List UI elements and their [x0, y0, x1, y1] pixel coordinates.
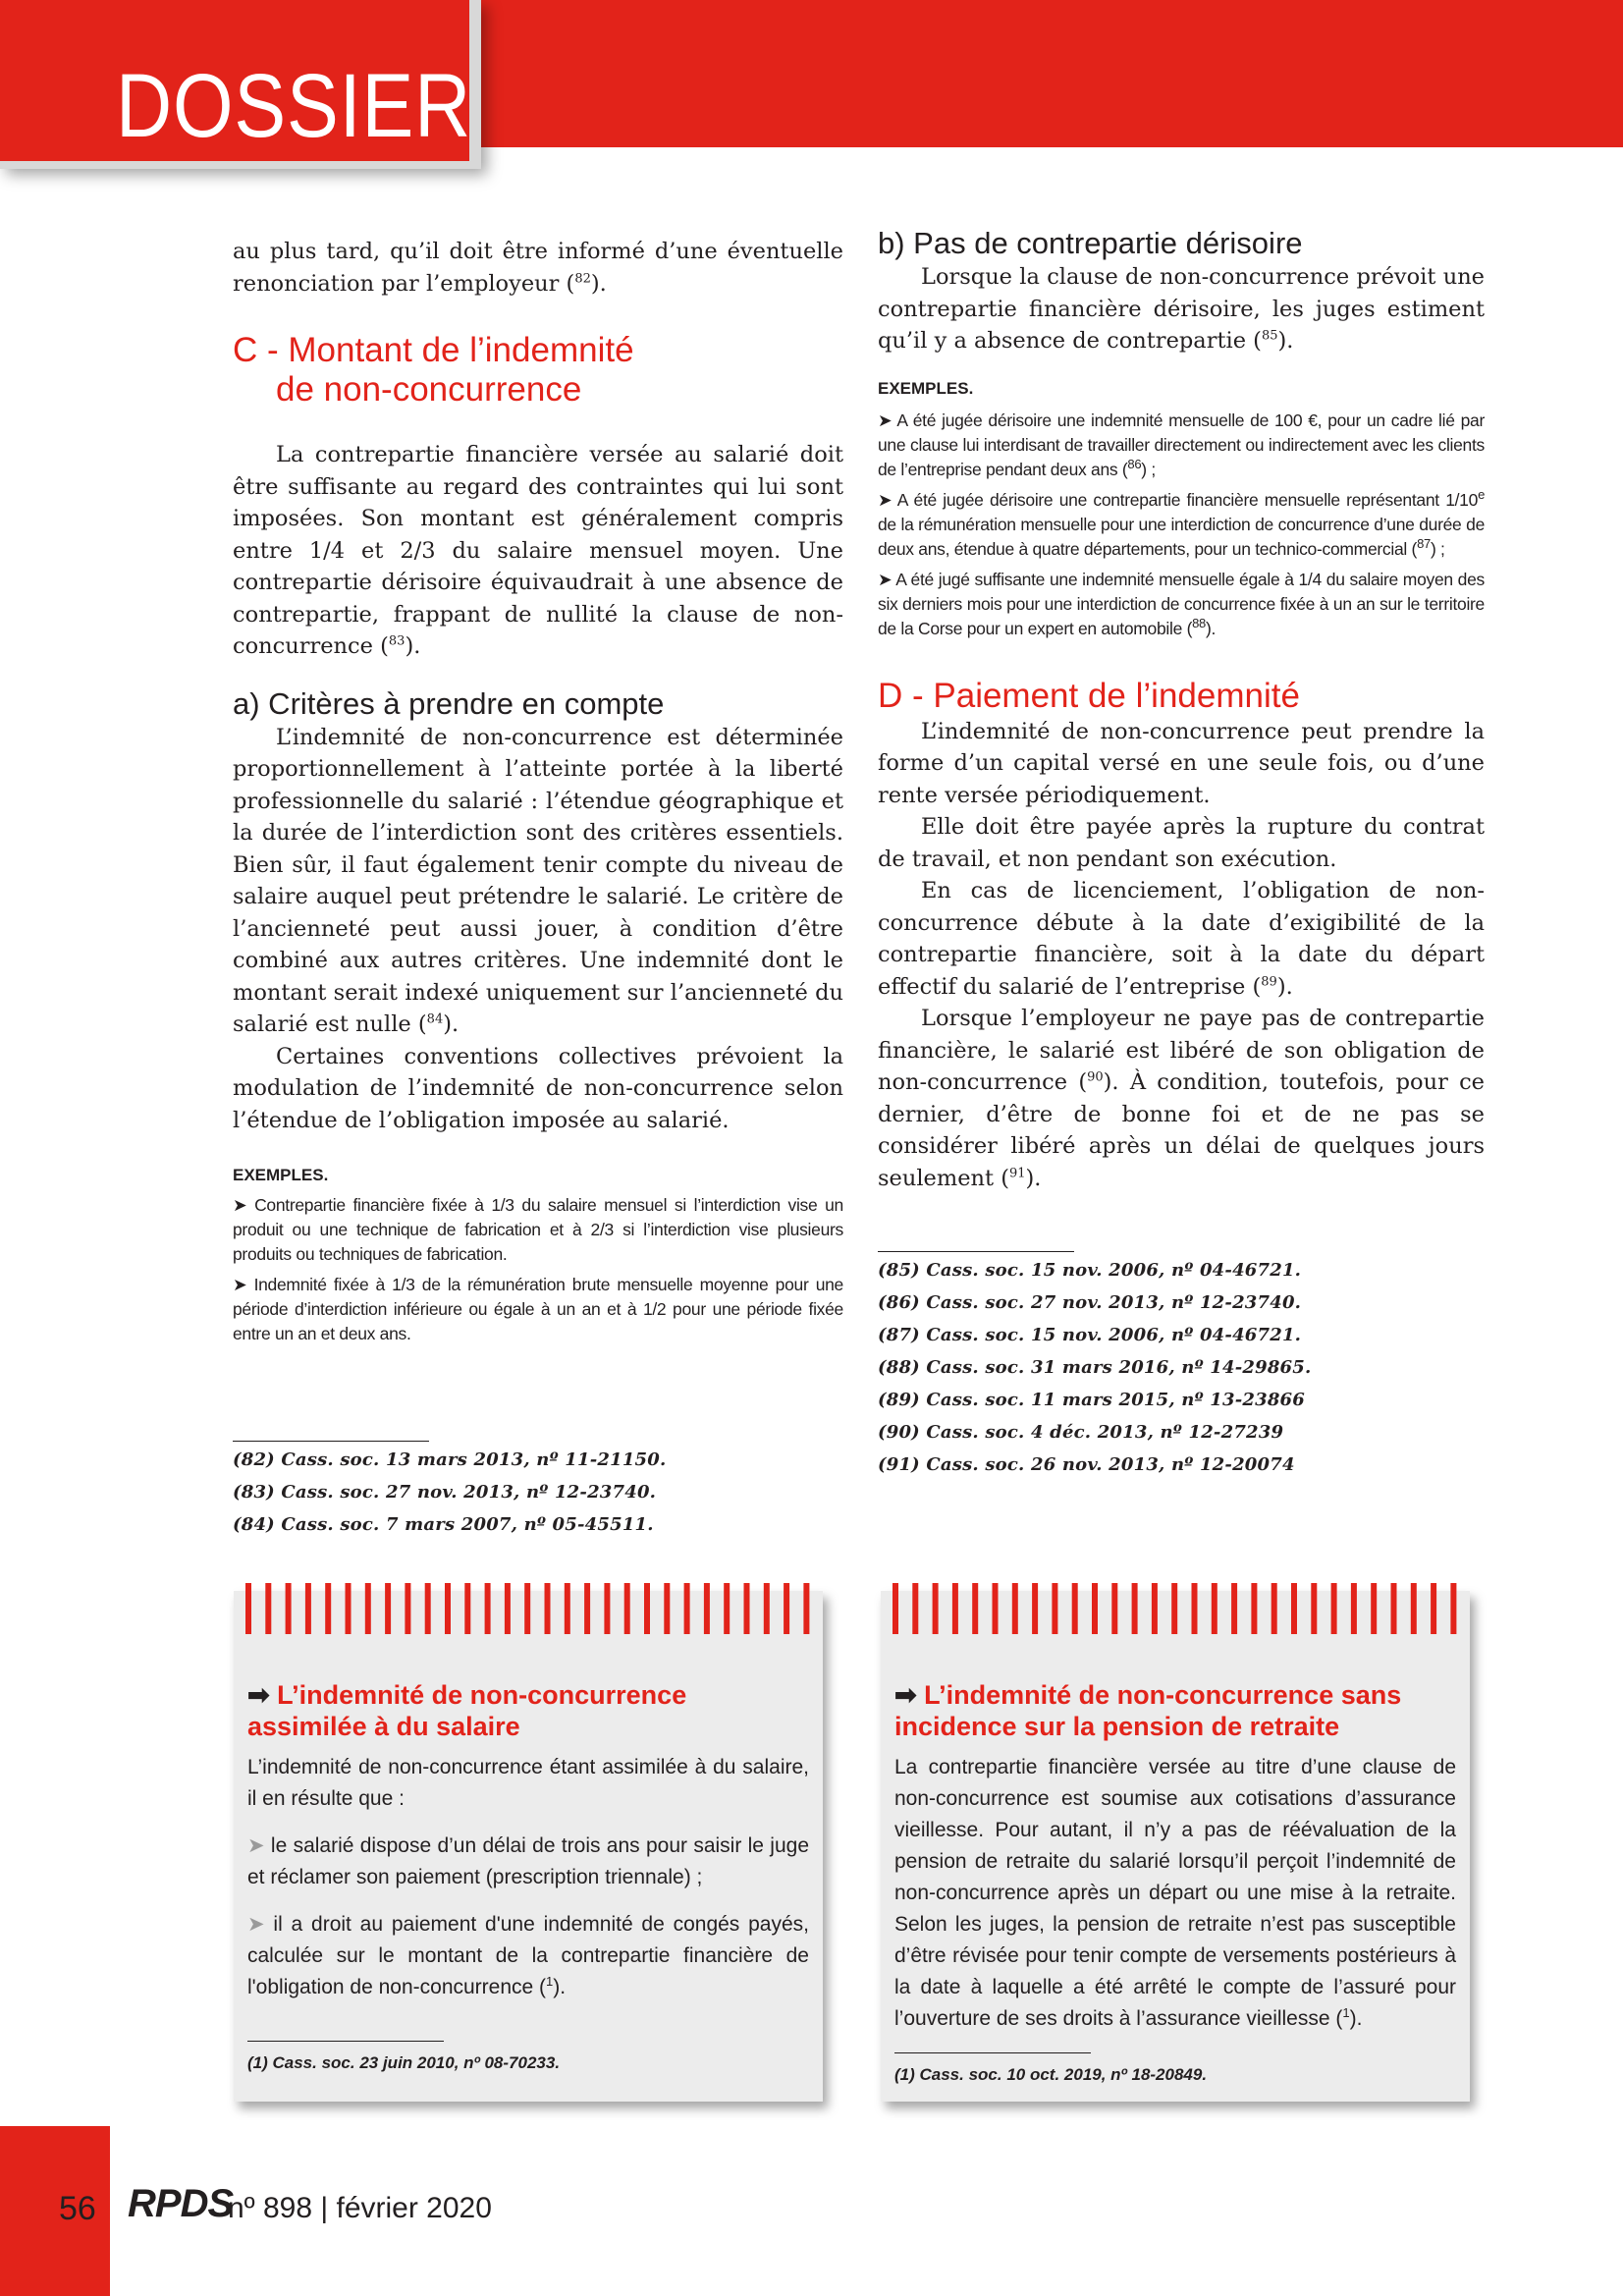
tick-mark: [565, 1583, 570, 1634]
tick-mark: [893, 1583, 898, 1634]
example-item: ➤ Indemnité fixée à 1/3 de la rémunération brute mensuelle moyenne pour une période d’interdiction inférieure ou égale à un an et à 1/2 pour une période fixée entre un an et deux ans.: [233, 1275, 843, 1343]
tick-mark: [684, 1583, 690, 1634]
example-item: ➤ A été jugée dérisoire une contrepartie financière mensuelle représentant 1/10e de la rémunération mensuelle pour une interdiction de concurrence d’une durée de deux ans, étendue à quatre départements, pour un technico-commercial ($^{87}$) ;: [878, 486, 1485, 559]
footnote: (84) Cass. soc. 7 mars 2007, nº 05-45511.: [233, 1514, 654, 1535]
tick-mark: [325, 1583, 331, 1634]
tick-mark: [1251, 1583, 1257, 1634]
tick-mark: [604, 1583, 610, 1634]
example-item: ➤ A été jugée dérisoire une indemnité mensuelle de 100 €, pour un cadre lié par une clause lui interdisant de travailler directement ou indirectement avec les clients de l’entreprise pendant deux ans ($^{86}$) ;: [878, 410, 1485, 479]
footnote: (85) Cass. soc. 15 nov. 2006, nº 04-46721.: [878, 1260, 1302, 1281]
tick-mark: [933, 1583, 939, 1634]
tick-mark: [545, 1583, 551, 1634]
footnote-rule: [894, 2052, 1091, 2053]
decorative-ticks: [242, 1583, 831, 1634]
tick-mark: [784, 1583, 789, 1634]
examples-heading: EXEMPLES.: [233, 1166, 329, 1184]
subsection-a-paragraph: L’indemnité de non-concurrence est déterminée proportionnellement à l’atteinte portée à la liberté professionnelle du salarié : l’étendue géographique et la durée de l’interdiction sont des critères essentiels. Bien sûr, il faut également tenir compte du niveau de salaire auquel peut prétendre le salarié. Le critère de l’ancienneté peut aussi jouer, à condition d’être combiné aux autres critères. Une indemnité dont le montant serait indexé uniquement sur l’ancienneté du salarié est nulle ($^{84}$).: [233, 724, 843, 1037]
tick-mark: [1212, 1583, 1217, 1634]
intro-paragraph: au plus tard, qu’il doit être informé d’une éventuelle renonciation par l’employeur ($^{82}$).: [233, 239, 843, 297]
box-list-item: ➤ il a droit au paiement d'une indemnité de congés payés, calculée sur le montant de la contrepartie financière de l'obligation de non-concurrence ($^1$).: [247, 1913, 809, 1998]
box-content: [894, 1656, 1456, 2085]
chevron-right-icon: ➤: [247, 1834, 271, 1857]
tick-mark: [1111, 1583, 1117, 1634]
tick-mark: [912, 1583, 918, 1634]
footnote: (89) Cass. soc. 11 mars 2015, nº 13-23866: [878, 1390, 1306, 1410]
footnote-rule: [878, 1251, 1074, 1252]
tick-mark: [1291, 1583, 1297, 1634]
subsection-a-paragraph-2: Certaines conventions collectives prévoient la modulation de l’indemnité de non-concurrence selon l’étendue de l’obligation imposée au salarié.: [233, 1043, 843, 1133]
tick-mark: [245, 1583, 251, 1634]
section-c-paragraph: La contrepartie financière versée au salarié doit être suffisante au regard des contraintes qui lui sont imposées. Son montant est généralement compris entre 1/4 et 2/3 du salaire mensuel moyen. Une contrepartie dérisoire équivaudrait à une absence de contrepartie, frappant de nullité la clause de non-concurrence ($^{83}$).: [233, 442, 843, 659]
tick-mark: [644, 1583, 650, 1634]
tick-mark: [744, 1583, 750, 1634]
footnote: (91) Cass. soc. 26 nov. 2013, nº 12-20074: [878, 1454, 1295, 1475]
subsection-b-title: b) Pas de contrepartie dérisoire: [878, 226, 1303, 260]
tick-mark: [524, 1583, 530, 1634]
tick-mark: [1171, 1583, 1177, 1634]
example-item: ➤ A été jugé suffisante une indemnité mensuelle égale à 1/4 du salaire moyen des six derniers mois pour une interdiction de concurrence fixée à un an sur le territoire de la Corse pour un expert en automobile ($^{88}$).: [878, 569, 1485, 638]
tick-mark: [1331, 1583, 1337, 1634]
tick-mark: [365, 1583, 371, 1634]
tick-mark: [1351, 1583, 1357, 1634]
tick-mark: [1371, 1583, 1377, 1634]
tick-mark: [1411, 1583, 1417, 1634]
section-c-title: C - Montant de l’indemnité de non-concurrence: [233, 331, 634, 409]
examples-heading: EXEMPLES.: [878, 378, 974, 398]
box-intro: L’indemnité de non-concurrence étant assimilée à du salaire, il en résulte que :: [247, 1756, 809, 1810]
section-d-paragraph: Lorsque l’employeur ne paye pas de contrepartie financière, le salarié est libéré de son obligation de non-concurrence ($^{90}$). À condition, toutefois, pour ce dernier, d’être de bonne foi et de ne pas se considérer libéré après un délai de quelques jours seulement ($^{91}$).: [878, 1006, 1485, 1191]
tick-mark: [724, 1583, 730, 1634]
tick-mark: [1092, 1583, 1098, 1634]
footnote-rule: [233, 1441, 429, 1442]
tick-mark: [1132, 1583, 1138, 1634]
footnote: (90) Cass. soc. 4 déc. 2013, nº 12-27239: [878, 1422, 1284, 1443]
tick-mark: [624, 1583, 630, 1634]
tick-mark: [405, 1583, 410, 1634]
tick-mark: [485, 1583, 491, 1634]
decorative-ticks: [889, 1583, 1478, 1634]
tick-mark: [1192, 1583, 1198, 1634]
arrow-right-icon: ➡: [894, 1680, 917, 1710]
box-footnote: (1) Cass. soc. 10 oct. 2019, nº 18-20849.: [894, 2065, 1208, 2084]
sidebar-box-pension: [881, 1591, 1470, 2102]
tick-mark: [265, 1583, 271, 1634]
tick-mark: [385, 1583, 391, 1634]
tick-mark: [1152, 1583, 1158, 1634]
box-footnote: (1) Cass. soc. 23 juin 2010, nº 08-70233.: [247, 2053, 561, 2072]
tick-mark: [972, 1583, 978, 1634]
footnote: (82) Cass. soc. 13 mars 2013, nº 11-21150.: [233, 1449, 667, 1470]
tick-mark: [425, 1583, 431, 1634]
tick-mark: [445, 1583, 451, 1634]
tick-mark: [1231, 1583, 1237, 1634]
box-paragraph: La contrepartie financière versée au titre d’une clause de non-concurrence est soumise aux cotisations d’assurance vieillesse. Pour autant, il n’y a pas de réévaluation de la pension de retraite du salarié lorsqu’il perçoit l’indemnité de non-concurrence après un départ ou une mise à la retraite. Selon les juges, la pension de retraite n’est pas susceptible d’être révisée pour tenir compte de versements postérieurs à la date à laquelle a été arrêté le compte de l’assuré pour l’ouverture de ses droits à l’assurance vieillesse ($^1$).: [894, 1756, 1456, 2030]
tick-mark: [1052, 1583, 1057, 1634]
tick-mark: [803, 1583, 809, 1634]
footnote: (86) Cass. soc. 27 nov. 2013, nº 12-23740.: [878, 1292, 1302, 1313]
tick-mark: [1072, 1583, 1078, 1634]
tick-mark: [505, 1583, 511, 1634]
tick-mark: [1032, 1583, 1038, 1634]
page-number: 56: [59, 2190, 96, 2227]
tick-mark: [1311, 1583, 1317, 1634]
footnote: (83) Cass. soc. 27 nov. 2013, nº 12-23740.: [233, 1482, 657, 1503]
tick-mark: [1391, 1583, 1397, 1634]
tick-mark: [1431, 1583, 1436, 1634]
subsection-a-title: a) Critères à prendre en compte: [233, 685, 665, 721]
tick-mark: [1012, 1583, 1018, 1634]
section-d-title: D - Paiement de l’indemnité: [878, 676, 1300, 715]
section-label: DOSSIER: [116, 56, 472, 156]
box-title: ➡ L’indemnité de non-concurrence assimilée à du salaire: [247, 1680, 687, 1741]
arrow-right-icon: ➡: [247, 1680, 270, 1710]
footnote-rule: [247, 2041, 444, 2042]
section-d-paragraph: En cas de licenciement, l’obligation de non-concurrence débute à la date d’exigibilité de la contrepartie financière, soit à la date du départ effectif du salarié de l’entreprise ($^{89}$).: [878, 878, 1485, 1000]
tick-mark: [286, 1583, 292, 1634]
box-title: ➡ L’indemnité de non-concurrence sans incidence sur la pension de retraite: [894, 1680, 1402, 1741]
footnote: (88) Cass. soc. 31 mars 2016, nº 14-29865.: [878, 1357, 1312, 1378]
left-column: [233, 236, 843, 1541]
tick-mark: [704, 1583, 710, 1634]
section-d-paragraph: L’indemnité de non-concurrence peut prendre la forme d’un capital versé en une seule fois, ou d’une rente versée périodiquement.: [878, 718, 1485, 808]
box-list-item: ➤ le salarié dispose d’un délai de trois ans pour saisir le juge et réclamer son paiement (prescription triennale) ;: [247, 1834, 810, 1888]
tick-mark: [952, 1583, 958, 1634]
example-item: ➤ Contrepartie financière fixée à 1/3 du salaire mensuel si l’interdiction vise un produit ou une technique de fabrication et à 2/3 si l’interdiction vise plusieurs produits ou techniques de fabrication.: [233, 1195, 843, 1264]
subsection-b-paragraph: Lorsque la clause de non-concurrence prévoit une contrepartie financière dérisoire, les juges estiment qu’il y a absence de contrepartie ($^{85}$).: [878, 264, 1485, 354]
magazine-logo: RPDS: [128, 2182, 234, 2225]
section-d-paragraph: Elle doit être payée après la rupture du contrat de travail, et non pendant son exécution.: [878, 814, 1485, 872]
tick-mark: [305, 1583, 311, 1634]
sidebar-box-salary: [234, 1591, 823, 2102]
tick-mark: [346, 1583, 352, 1634]
box-content: [247, 1656, 809, 2073]
chevron-right-icon: ➤: [247, 1913, 274, 1936]
footnote: (87) Cass. soc. 15 nov. 2006, nº 04-46721.: [878, 1325, 1302, 1345]
tick-mark: [584, 1583, 590, 1634]
issue-info: nº 898 | février 2020: [228, 2192, 492, 2224]
tick-mark: [464, 1583, 470, 1634]
tick-mark: [664, 1583, 670, 1634]
right-column: [878, 226, 1485, 1481]
tick-mark: [993, 1583, 999, 1634]
tick-mark: [764, 1583, 770, 1634]
tick-mark: [1450, 1583, 1456, 1634]
tick-mark: [1271, 1583, 1277, 1634]
